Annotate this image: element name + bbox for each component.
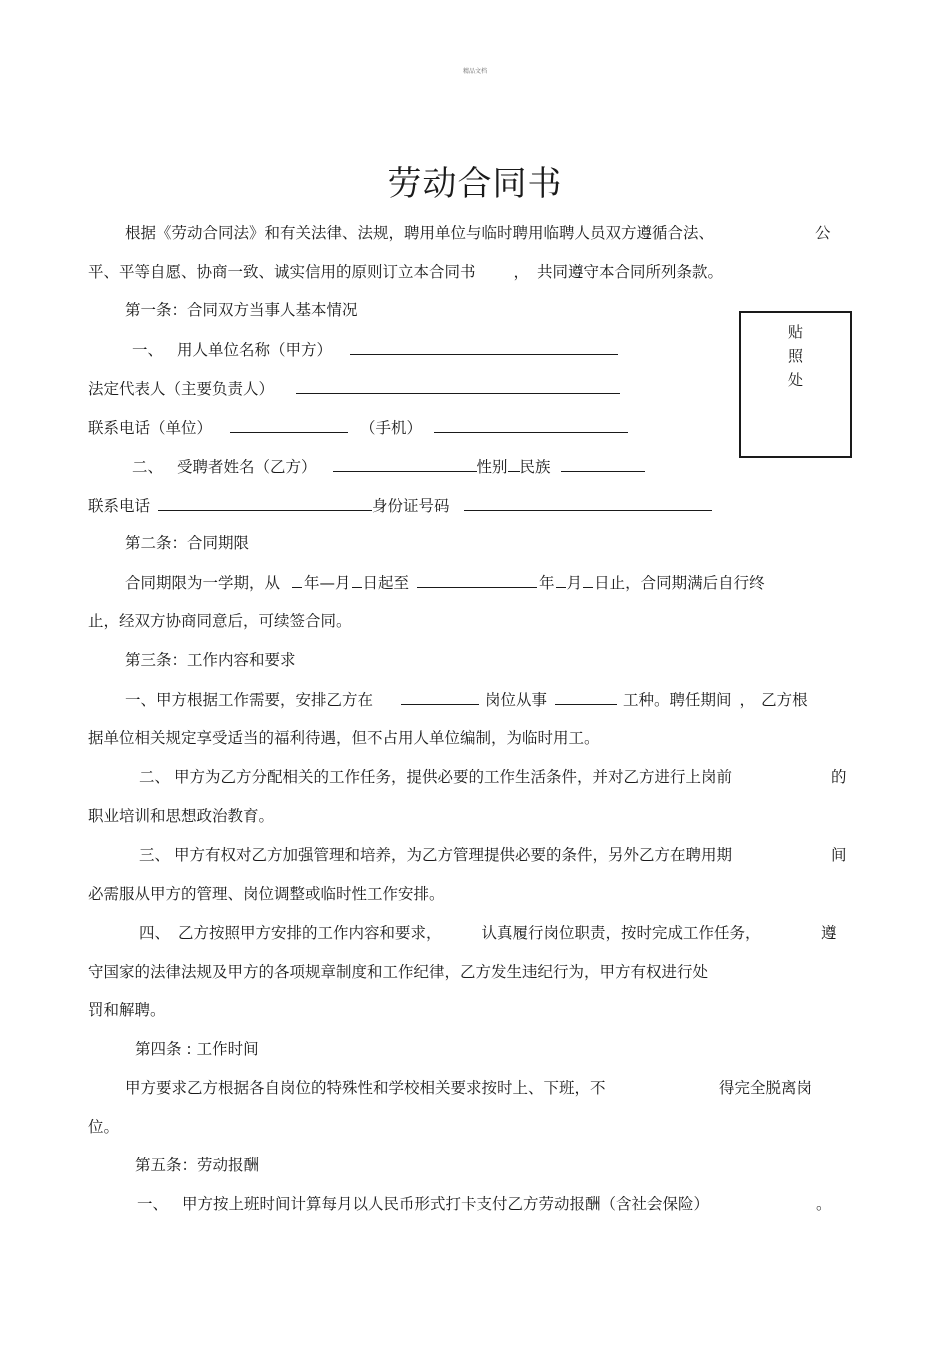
start-month-field[interactable] <box>352 572 362 588</box>
work-time-line-1: 甲方要求乙方根据各自岗位的特殊性和学校相关要求按时上、下班，不 <box>125 1079 606 1097</box>
intro-line-2: 平、平等自愿、协商一致、诚实信用的原则订立本合同书 ， 共同遵守本合同所列条款。 <box>88 263 724 281</box>
unit-phone-field[interactable] <box>230 417 348 433</box>
ethnic-field[interactable] <box>561 456 645 472</box>
work-time-line-2: 位。 <box>88 1118 120 1136</box>
contact-id-row: 联系电话 身份证号码 <box>88 495 714 516</box>
photo-placeholder-box <box>739 311 852 458</box>
contract-term-line-2: 止，经双方协商同意后，可续签合同。 <box>88 612 352 630</box>
document-title: 劳动合同书 <box>387 164 563 204</box>
work-item-3-line-1: 三、 甲方有权对乙方加强管理和培养，为乙方管理提供必要的条件，另外乙方在聘用期 <box>139 846 733 864</box>
mobile-phone-field[interactable] <box>434 417 628 433</box>
work-item-4-line-2: 守国家的法律法规及甲方的各项规章制度和工作纪律，乙方发生违纪行为，甲方有权进行处 <box>88 963 709 981</box>
article-3-heading: 第三条：工作内容和要求 <box>125 651 296 669</box>
work-item-4-line-1-end: 遵 <box>821 924 837 942</box>
article-5-heading: 第五条：劳动报酬 <box>135 1156 260 1174</box>
salary-item-1-end: 。 <box>816 1195 832 1213</box>
header-label: 精品文档 <box>462 68 487 75</box>
legal-rep-row: 法定代表人（主要负责人） <box>88 378 622 399</box>
work-item-3-line-1-end: 间 <box>831 846 847 864</box>
photo-char-1: 贴 <box>787 323 803 341</box>
work-item-2-line-2: 职业培训和思想政治教育。 <box>88 807 275 825</box>
employee-name-field[interactable] <box>333 456 477 472</box>
photo-char-2: 照 <box>787 347 803 365</box>
position-field[interactable] <box>401 689 479 705</box>
employee-phone-field[interactable] <box>158 495 372 511</box>
work-item-2-line-1-end: 的 <box>831 768 847 786</box>
end-day-field[interactable] <box>583 572 593 588</box>
employer-name-field[interactable] <box>350 339 618 355</box>
end-year-field[interactable] <box>417 572 537 588</box>
intro-line-1-end: 公 <box>815 224 831 242</box>
salary-item-1: 一、 甲方按上班时间计算每月以人民币形式打卡支付乙方劳动报酬（含社会保险） <box>137 1195 710 1213</box>
start-year-field[interactable] <box>292 572 302 588</box>
article-1-heading: 第一条：合同双方当事人基本情况 <box>125 301 358 319</box>
work-item-3-line-2: 必需服从甲方的管理、岗位调整或临时性工作安排。 <box>88 885 445 903</box>
work-item-1-line-2: 据单位相关规定享受适当的福利待遇，但不占用人单位编制，为临时用工。 <box>88 729 600 747</box>
employer-name-row: 一、 用人单位名称（甲方） <box>132 339 620 360</box>
end-month-field[interactable] <box>556 572 566 588</box>
job-type-field[interactable] <box>555 689 617 705</box>
phone-row: 联系电话（单位） （手机） <box>88 417 630 438</box>
photo-char-3: 处 <box>787 371 803 389</box>
work-item-4-line-3: 罚和解聘。 <box>88 1001 166 1019</box>
contract-term-line-1: 合同期限为一学期，从 年—月 日起至 年 月 日止，合同期满后自行终 <box>125 574 765 592</box>
legal-rep-field[interactable] <box>296 378 620 394</box>
article-4-heading: 第四条 : 工作时间 <box>135 1040 259 1058</box>
gender-field[interactable] <box>508 456 520 472</box>
employee-row: 二、 受聘者姓名（乙方） 性别 民族 <box>132 456 647 477</box>
id-number-field[interactable] <box>464 495 712 511</box>
work-item-1-line-1: 一、甲方根据工作需要，安排乙方在 岗位从事 工种。聘任期间 ， 乙方根 <box>125 691 808 709</box>
work-item-4-line-1: 四、 乙方按照甲方安排的工作内容和要求， 认真履行岗位职责，按时完成工作任务， <box>139 924 761 942</box>
intro-line-1: 根据《劳动合同法》和有关法律、法规，聘用单位与临时聘用临聘人员双方遵循合法、 <box>125 224 715 242</box>
work-time-line-1-end: 得完全脱离岗 <box>719 1079 813 1097</box>
article-2-heading: 第二条：合同期限 <box>125 534 250 552</box>
work-item-2-line-1: 二、 甲方为乙方分配相关的工作任务，提供必要的工作生活条件，并对乙方进行上岗前 <box>139 768 733 786</box>
